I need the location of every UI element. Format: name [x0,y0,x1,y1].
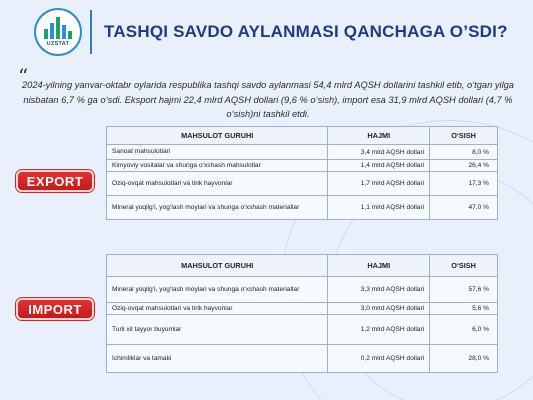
amount-cell: 3,0 mlrd AQSH dollari [328,303,430,315]
table-header-row [107,127,498,145]
amount-cell: 3,3 mlrd AQSH dollari [328,277,430,303]
product-cell: Turli xil tayyor buyumlar [107,315,328,345]
header-product: MAHSULOT GURUHI [107,255,328,277]
amount-cell: 1,7 mlrd AQSH dollari [328,172,430,196]
product-cell: Kimyoviy vositalar va shunga o‘xshash mahsulotlar [107,160,328,172]
header-amount: HAJMI [328,127,430,145]
table-header-row [107,255,498,277]
product-cell: Mineral yoqilg‘i, yog‘lash moylari va shunga o‘xshash materiallar [107,277,328,303]
amount-cell: 1,4 mlrd AQSH dollari [328,160,430,172]
growth-cell: 57,6 % [430,277,498,303]
export-label: EXPORT [16,170,94,192]
growth-cell: 47,0 % [430,196,498,220]
amount-cell: 0,2 mlrd AQSH dollari [328,345,430,373]
import-table [106,254,498,373]
header-growth: O‘SISH [430,255,498,277]
table-row [107,145,498,160]
table-row [107,160,498,172]
amount-cell: 1,1 mlrd AQSH dollari [328,196,430,220]
amount-cell: 1,2 mlrd AQSH dollari [328,315,430,345]
quote-icon: “ [18,64,29,88]
amount-cell: 3,4 mlrd AQSH dollari [328,145,430,160]
table-row [107,345,498,373]
product-cell: Oziq-ovqat mahsulotlari va tirik hayvonlar [107,303,328,315]
growth-cell: 17,3 % [430,172,498,196]
product-cell: Sanoat mahsulotlari [107,145,328,160]
table-row [107,277,498,303]
export-table [106,126,498,220]
growth-cell: 26,4 % [430,160,498,172]
intro-text: 2024-yilning yanvar-oktabr oylarida respublika tashqi savdo aylanmasi 54,4 mlrd AQSH dollarini tashkil etib, o‘tgan yilga nisbatan 6,7 % ga o‘sdi. Eksport hajmi 22,4 mlrd AQSH dollari (9,6 % o‘sish), import esa 31,9 mlrd AQSH dollari (4,7 % o‘sish)ni tashkil etdi. [22,80,514,119]
table-row [107,172,498,196]
product-cell: Oziq-ovqat mahsulotlari va tirik hayvonlar [107,172,328,196]
header-product: MAHSULOT GURUHI [107,127,328,145]
growth-cell: 28,0 % [430,345,498,373]
divider [90,10,92,54]
table-row [107,315,498,345]
product-cell: Ichimliklar va tamaki [107,345,328,373]
header-amount: HAJMI [328,255,430,277]
growth-cell: 5,6 % [430,303,498,315]
product-cell: Mineral yoqilg‘i, yog‘lash moylari va shunga o‘xshash materiallar [107,196,328,220]
table-row [107,303,498,315]
logo-text: UZSTAT [46,41,70,47]
growth-cell: 8,0 % [430,145,498,160]
import-label: IMPORT [16,298,94,320]
growth-cell: 6,0 % [430,315,498,345]
header-growth: O‘SISH [430,127,498,145]
bar-chart-icon [44,17,72,39]
table-row [107,196,498,220]
uzstat-logo [34,8,82,56]
page-title: TASHQI SAVDO AYLANMASI QANCHAGA O’SDI? [104,22,508,41]
